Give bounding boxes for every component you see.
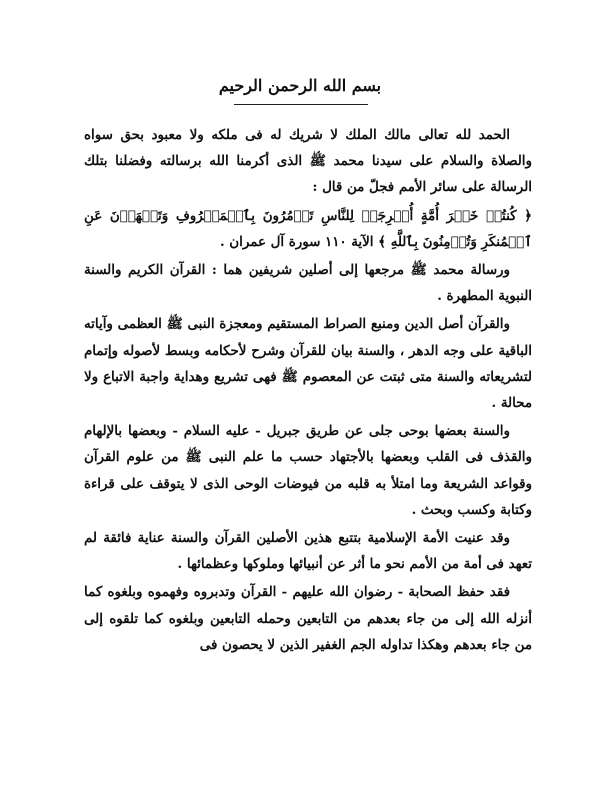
title-underline [234,104,368,105]
paragraph: الحمد لله تعالى مالك الملك لا شريك له فى ملكه ولا معبود بحق سواه والصلاة والسلام على سيدنا محمد ﷺ الذى أكرمنا الله برسالته وفضلنا بتلك الرسالة على سائر الأمم فجلّ من قال : [84,127,532,196]
paragraph: والقرآن أصل الدين ومنبع الصراط المستقيم ومعجزة النبى ﷺ العظمى وآياته الباقية على وجه الدهر ، والسنة بيان للقرآن وشرح لأحكامه وبسط لأصوله وإتمام لتشريعاته والسنة متى ثبتت عن المعصوم ﷺ فهى تشريع وهداية واجبة الاتباع ولا محالة . [84,316,532,412]
paragraph: فقد حفظ الصحابة - رضوان الله عليهم - القرآن وتدبروه وفهموه وبلغوه كما أنزله الله إلى من جاء بعدهم من التابعين وحمله التابعين وبلغوه كما تلقوه إلى من جاء بعدهم وهكذا تداوله الجم الغفير الذين لا يحصون فى [84,584,532,653]
page-title: بسم الله الرحمن الرحيم [218,76,382,95]
paragraph: ورسالة محمد ﷺ مرجعها إلى أصلين شريفين هما : القرآن الكريم والسنة النبوية المطهرة . [84,262,532,305]
paragraph: والسنة بعضها بوحى جلى عن طريق جبريل - عليه السلام - وبعضها بالإلهام والقذف فى القلب وبعضها بالأجتهاد حسب ما علم النبى ﷺ من علوم القرآن وقواعد الشريعة وما امتلأ به قلبه من فيوضات الوحى الذى لا يتوقف على قراءة وكتابة وكسب وبحث . [84,423,532,518]
paragraph: وقد عنيت الأمة الإسلامية بتتبع هذين الأصلين القرآن والسنة عناية فائقة لم تعهد فى أمة من الأمم نحو ما أثر عن أنبيائها وملوكها وعظمائها . [84,530,532,573]
quran-verse: ﴿ كُنتُمۡ خَيۡرَ أُمَّةٍ أُخۡرِجَتۡ لِلنَّاسِ تَأۡمُرُونَ بِٱلۡمَعۡرُوفِ وَتَنۡهَوۡنَ عَنِ ٱلۡمُنكَرِ وَتُؤۡمِنُونَ بِٱللَّهِ ﴾ الآية ١١٠ سورة آل عمران . [84,207,532,250]
body-text [84,122,532,660]
